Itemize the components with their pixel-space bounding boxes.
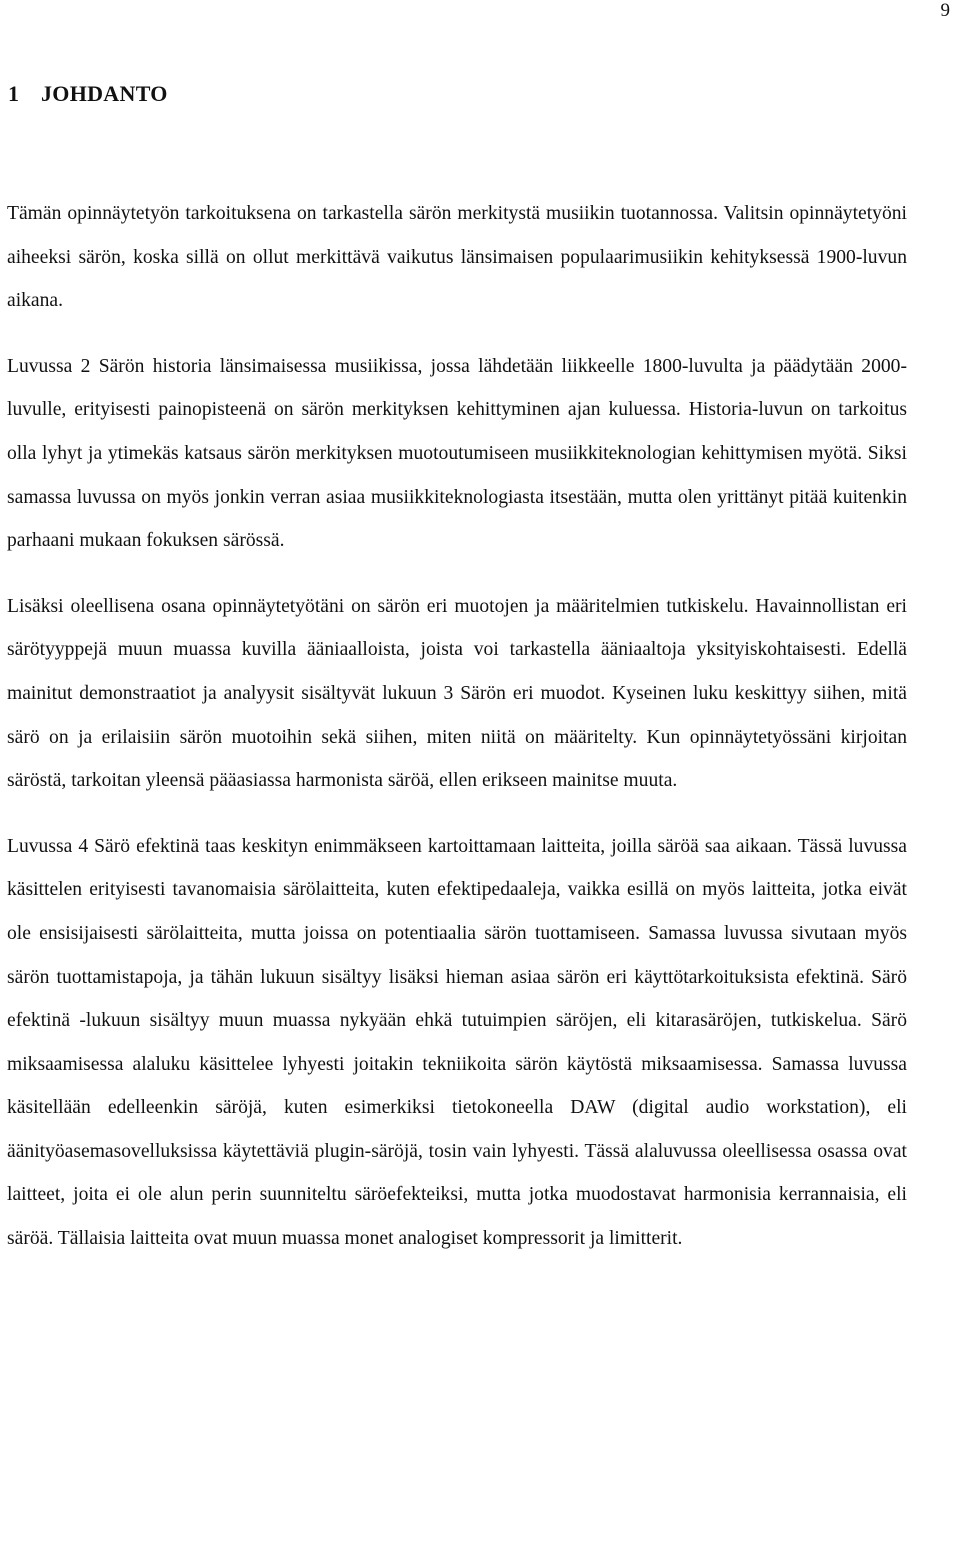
paragraph-chapter-3: Lisäksi oleellisena osana opinnäytetyötäni on särön eri muotojen ja määritelmien tutkiskelu. Havainnollistan eri särötyyppejä muun muassa kuvilla ääniaalloista, joista voi tarkastella ääniaaltoja yksityiskohtaisesti. Edellä mainitut demonstraatiot ja analyysit sisältyvät lukuun 3 Särön eri muodot. Kyseinen luku keskittyy siihen, mitä särö on ja erilaisiin särön muotoihin sekä siihen, miten niitä on määritelty. Kun opinnäytetyössäni kirjoitan säröstä, tarkoitan yleensä pääasiassa harmonista säröä, ellen erikseen mainitse muuta.	[7, 595, 907, 792]
body-text	[7, 192, 907, 1283]
paragraph-purpose: Tämän opinnäytetyön tarkoituksena on tarkastella särön merkitystä musiikin tuotannossa. Valitsin opinnäytetyöni aiheeksi särön, koska sillä on ollut merkittävä vaikutus länsimaisen populaarimusiikin kehityksessä 1900-luvun aikana.	[7, 203, 907, 312]
paragraph-chapter-2: Luvussa 2 Särön historia länsimaisessa musiikissa, jossa lähdetään liikkeelle 1800-luvulta ja päädytään 2000-luvulle, erityisesti painopisteenä on särön merkityksen kehittyminen ajan kuluessa. Historia-luvun on tarkoitus olla lyhyt ja ytimekäs katsaus särön merkityksen muotoutumiseen musiikkiteknologian kehittymisen myötä. Siksi samassa luvussa on myös jonkin verran asiaa musiikkiteknologiasta itsestään, mutta olen yrittänyt pitää kuitenkin parhaani mukaan fokuksen särössä.	[7, 355, 907, 552]
chapter-title: JOHDANTO	[41, 81, 168, 106]
paragraph-chapter-4: Luvussa 4 Särö efektinä taas keskityn enimmäkseen kartoittamaan laitteita, joilla säröä saa aikaan. Tässä luvussa käsittelen erityisesti tavanomaisia särölaitteita, kuten efektipedaaleja, vaikka esillä on myös laitteita, jotka eivät ole ensisijaisesti särölaitteita, mutta joissa on potentiaalia särön tuottamiseen. Samassa luvussa sivutaan myös särön tuottamistapoja, ja tähän lukuun sisältyy lisäksi hieman asiaa särön eri käyttötarkoituksista efektinä. Särö efektinä -lukuun sisältyy muun muassa nykyään ehkä tutuimpien säröjen, eli kitarasäröjen, tutkiskelua. Särö miksaamisessa alaluku käsittelee lyhyesti joitakin tekniikoita särön käytöstä miksaamisessa. Samassa luvussa käsitellään edelleenkin säröjä, kuten esimerkiksi tietokoneella DAW (digital audio workstation), eli äänityöasemasovelluksissa käytettäviä plugin-säröjä, tosin vain lyhyesti. Tässä alaluvussa oleellisessa osassa ovat laitteet, joita ei ole alun perin suunniteltu säröefekteiksi, mutta jotka muodostavat harmonisia kerrannaisia, eli säröä. Tällaisia laitteita ovat muun muassa monet analogiset kompressorit ja limitterit.	[7, 835, 907, 1250]
page-number: 9	[940, 0, 950, 21]
chapter-heading	[8, 80, 168, 108]
chapter-number: 1	[8, 81, 20, 106]
